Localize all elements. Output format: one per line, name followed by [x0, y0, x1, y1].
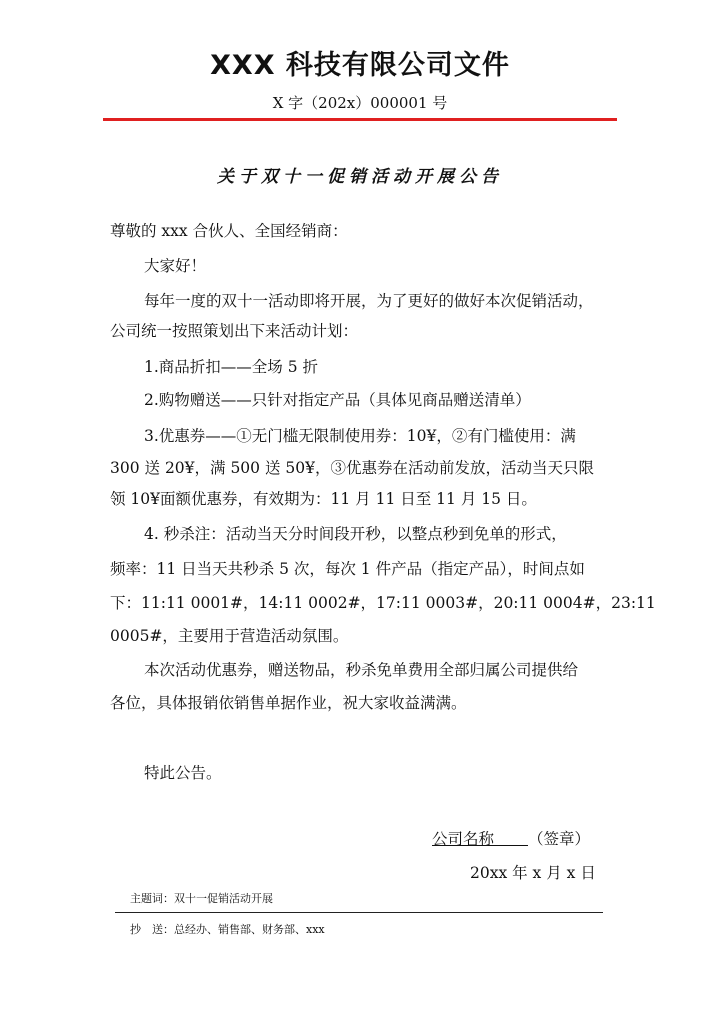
document-header-title: XXX 科技有限公司文件	[210, 50, 510, 81]
seal-label: （签章）	[528, 830, 591, 848]
plan-item-4-line: 4. 秒杀注：活动当天分时间段开秒，以整点秒到免单的形式，	[144, 525, 567, 543]
plan-item-3-line: 300 送 20¥，满 500 送 50¥，③优惠券在活动前发放，活动当天只限	[110, 459, 594, 477]
document-number: X 字（202x）000001 号	[272, 94, 448, 112]
signature-date: 20xx 年 x 月 x 日	[470, 864, 596, 882]
intro-paragraph-line: 每年一度的双十一活动即将开展，为了更好的做好本次促销活动，	[144, 292, 594, 310]
footer-rule	[115, 912, 603, 913]
plan-item-4-line: 频率：11 日当天共秒杀 5 次，每次 1 件产品（指定产品），时间点如	[110, 560, 585, 578]
plan-item-3-line: 3.优惠券——①无门槛无限制使用券：10¥，②有门槛使用：满	[144, 427, 576, 445]
plan-item-1: 1.商品折扣——全场 5 折	[144, 358, 319, 376]
signature-blank	[494, 829, 528, 846]
plan-item-3-line: 领 10¥面额优惠券，有效期为：11 月 11 日至 11 月 15 日。	[110, 490, 537, 508]
closing-paragraph-line: 各位，具体报销依销售单据作业，祝大家收益满满。	[110, 694, 467, 712]
closing-paragraph-line: 本次活动优惠券，赠送物品，秒杀免单费用全部归属公司提供给	[144, 661, 579, 679]
cc-recipients: 抄 送：总经办、销售部、财务部、xxx	[130, 923, 325, 936]
plan-item-4-line: 下：11:11 0001#，14:11 0002#，17:11 0003#，20:11 0004#，23:11	[110, 594, 656, 612]
announcement-closing: 特此公告。	[144, 764, 222, 782]
plan-item-2: 2.购物赠送——只针对指定产品（具体见商品赠送清单）	[144, 391, 531, 409]
intro-paragraph-line: 公司统一按照策划出下来活动计划：	[110, 322, 359, 340]
company-name-field: 公司名称	[432, 830, 495, 848]
salutation: 尊敬的 xxx 合伙人、全国经销商：	[110, 222, 348, 240]
plan-item-4-line: 0005#，主要用于营造活动氛围。	[110, 627, 349, 645]
signature-block	[432, 823, 590, 855]
subject-keywords: 主题词：双十一促销活动开展	[130, 892, 273, 905]
greeting: 大家好！	[144, 257, 207, 275]
notice-title: 关于双十一促销活动开展公告	[217, 167, 503, 187]
header-red-rule	[103, 118, 617, 121]
